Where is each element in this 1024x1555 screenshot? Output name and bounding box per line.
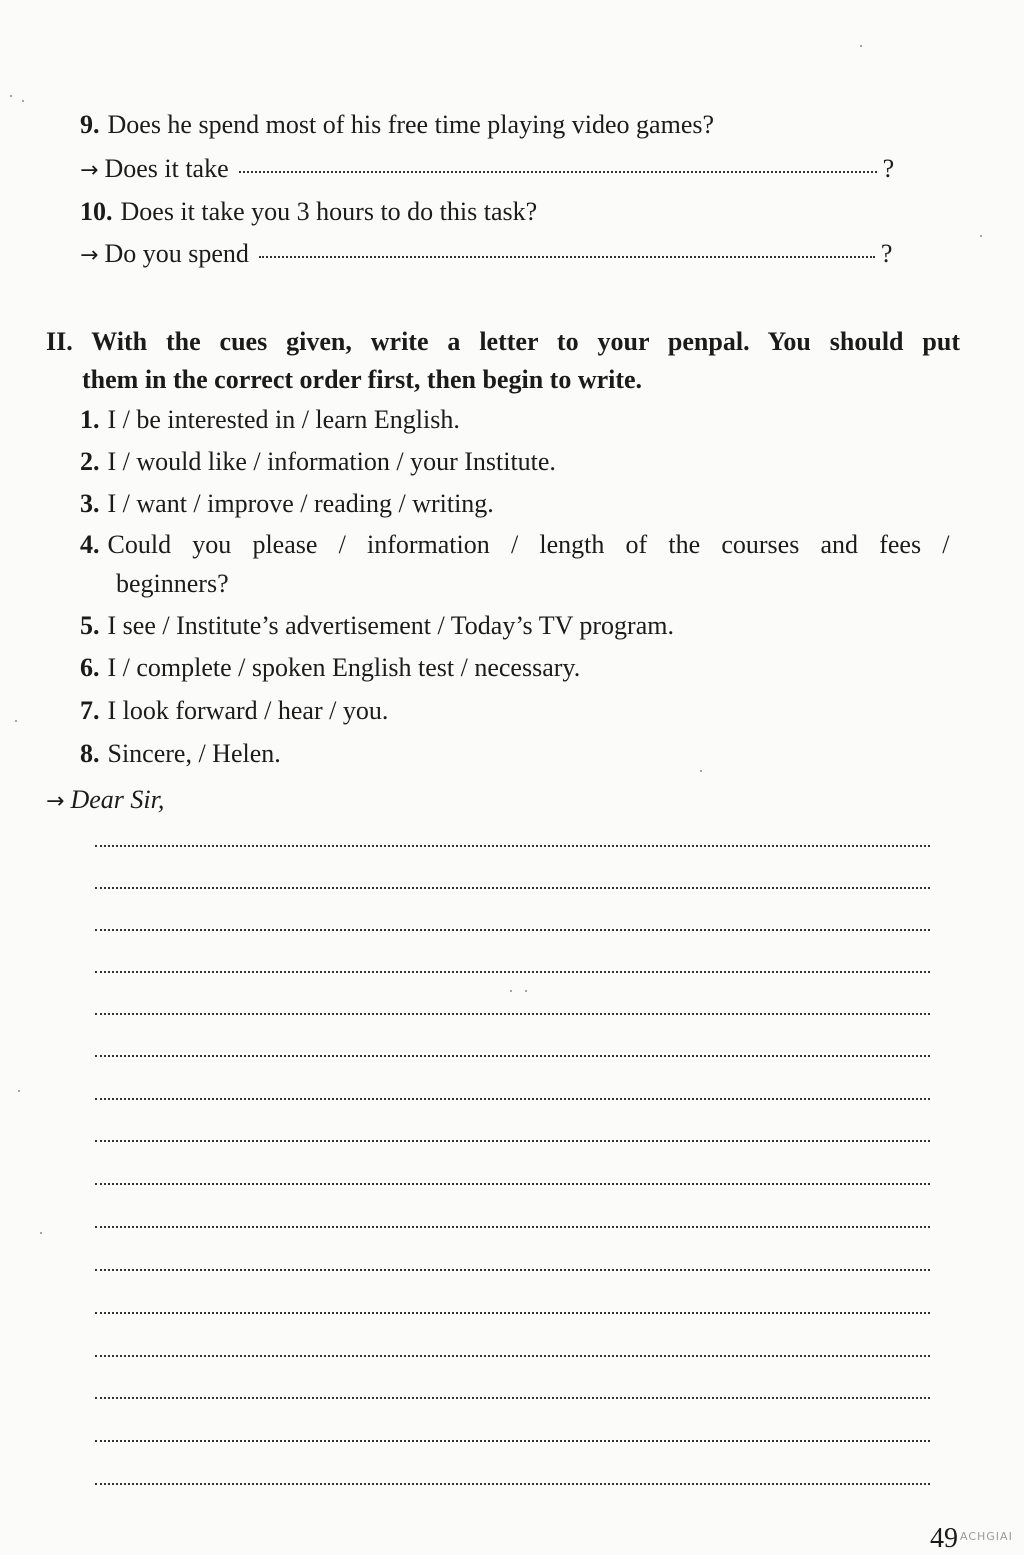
arrow-right-icon: → [80,158,99,183]
cue-number: 3. [80,489,100,518]
letter-writing-line[interactable] [95,1269,930,1271]
question-10 [80,197,537,227]
scan-speck [860,45,862,47]
letter-writing-line[interactable] [95,845,930,847]
cue-text: I / be interested in / learn English. [107,405,460,434]
scan-speck [40,1232,42,1234]
letter-writing-line[interactable] [95,1098,930,1100]
scan-speck [10,95,12,97]
rewrite-end: ? [882,154,895,183]
letter-writing-line[interactable] [95,971,930,973]
cue-number: 2. [80,447,100,476]
cue-1 [80,405,460,435]
letter-writing-line[interactable] [95,1140,930,1142]
section-two-instruction-line1 [46,323,960,361]
answer-blank[interactable] [259,256,875,258]
cue-2 [80,447,556,477]
cue-text: I look forward / hear / you. [107,696,389,725]
cue-number: 7. [80,696,100,725]
letter-writing-line[interactable] [95,887,930,889]
page-number: 49 [930,1523,958,1554]
cue-5 [80,611,674,641]
arrow-right-icon: → [46,789,65,814]
rewrite-9 [80,154,894,186]
letter-salutation [46,785,164,817]
letter-writing-line[interactable] [95,1440,930,1442]
watermark-logo: ACHGIAI [960,1530,1013,1543]
letter-writing-line[interactable] [95,1226,930,1228]
cue-text: I / want / improve / reading / writing. [107,489,494,518]
instruction-text: With the cues given, write a letter to your penpal. You should put [91,327,960,356]
cue-text: Sincere, / Helen. [107,739,281,768]
letter-writing-line[interactable] [95,1355,930,1357]
section-numeral: II. [46,327,73,356]
scan-speck [525,990,527,992]
cue-text: Could you please / information / length of the courses and fees / [107,530,950,559]
scan-speck [15,720,17,722]
cue-number: 5. [80,611,100,640]
cue-number: 1. [80,405,100,434]
cue-number: 4. [80,530,100,559]
letter-writing-line[interactable] [95,1055,930,1057]
scan-speck [700,770,702,772]
cue-3 [80,489,494,519]
question-number: 9. [80,110,100,139]
question-text: Does he spend most of his free time playing video games? [107,110,715,139]
salutation-text: Dear Sir, [70,785,165,814]
scan-speck [18,1090,20,1092]
question-9 [80,110,714,140]
cue-number: 8. [80,739,100,768]
letter-writing-line[interactable] [95,1483,930,1485]
cue-text: I / complete / spoken English test / necessary. [107,653,581,682]
cue-text: I / would like / information / your Institute. [107,447,556,476]
rewrite-10 [80,239,892,271]
section-two-instruction-line2: them in the correct order first, then begin to write. [82,365,643,394]
letter-writing-line[interactable] [95,1013,930,1015]
question-text: Does it take you 3 hours to do this task? [120,197,538,226]
scan-speck [980,235,982,237]
cue-6 [80,653,580,683]
letter-writing-line[interactable] [95,1312,930,1314]
cue-7 [80,696,388,726]
letter-writing-line[interactable] [95,1397,930,1399]
scan-speck [22,100,24,102]
cue-4-continuation: beginners? [116,569,229,598]
letter-writing-line[interactable] [95,929,930,931]
rewrite-prefix: Do you spend [104,239,249,268]
answer-blank[interactable] [239,171,877,173]
rewrite-end: ? [880,239,893,268]
cue-text: I see / Institute’s advertisement / Today’s TV program. [107,611,674,640]
scan-speck [510,990,512,992]
arrow-right-icon: → [80,243,99,268]
question-number: 10. [80,197,113,226]
letter-writing-line[interactable] [95,1183,930,1185]
rewrite-prefix: Does it take [104,154,229,183]
cue-8 [80,739,281,769]
cue-4 [80,530,960,560]
cue-number: 6. [80,653,100,682]
